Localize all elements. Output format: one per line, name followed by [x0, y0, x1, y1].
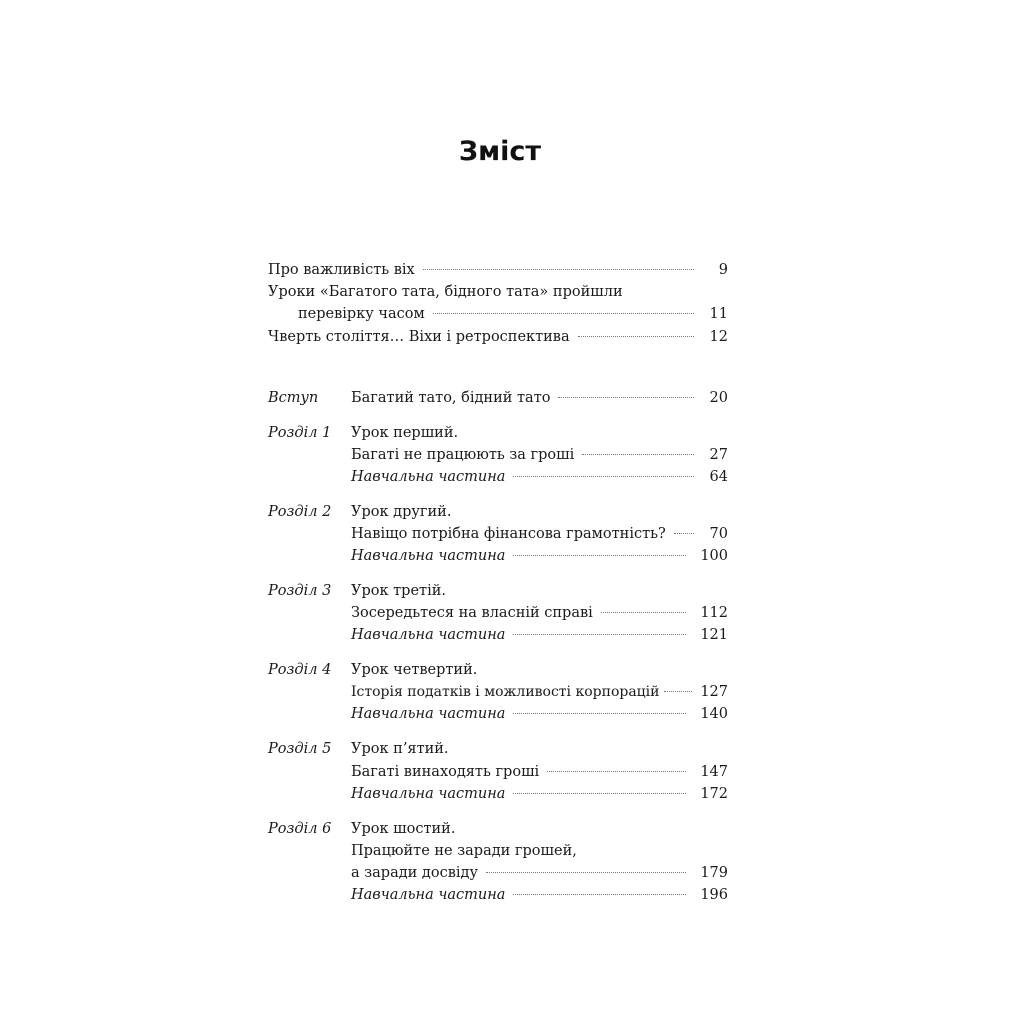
entry-text: Працюйте не заради грошей,: [351, 843, 577, 859]
entry-text: Історія податків і можливості корпорацій: [351, 684, 660, 700]
chapter-heading: [268, 659, 728, 681]
page-number: 100: [700, 548, 728, 564]
entry-text: перевірку часом: [298, 306, 425, 322]
lesson-title: Урок перший.: [351, 425, 459, 441]
page-number: 172: [700, 786, 728, 802]
entry-text: Навчальна частина: [351, 548, 506, 564]
dot-leader: [547, 771, 686, 772]
entry-text: Навчальна частина: [351, 706, 506, 722]
toc-entry-continuation: [298, 303, 728, 325]
section-label: Вступ: [268, 390, 319, 406]
dot-leader: [601, 612, 687, 613]
chapter-heading: [268, 422, 728, 444]
page-number: 140: [700, 706, 728, 722]
page-number: 179: [700, 865, 728, 881]
entry-text: Навчальна частина: [351, 887, 506, 903]
chapter-heading: [268, 580, 728, 602]
entry-text: Багатий тато, бідний тато: [351, 390, 551, 406]
study-entry: [351, 624, 728, 646]
page-number: 196: [700, 887, 728, 903]
chapter-label: Розділ 1: [268, 425, 332, 441]
toc-entry: [351, 761, 728, 783]
study-entry: [351, 884, 728, 906]
toc-entry: [351, 444, 728, 466]
entry-text: а заради досвіду: [351, 865, 478, 881]
study-entry: [351, 466, 728, 488]
dot-leader: [513, 894, 686, 895]
page-number: 11: [709, 306, 728, 322]
chapter-label: Розділ 5: [268, 741, 332, 757]
dot-leader: [513, 476, 694, 477]
page-number: 147: [700, 764, 728, 780]
toc-title: Зміст: [458, 136, 542, 167]
lesson-title: Урок другий.: [351, 504, 452, 520]
entry-text: Навчальна частина: [351, 627, 506, 643]
chapter-label: Розділ 3: [268, 583, 332, 599]
chapter-label: Розділ 4: [268, 662, 332, 678]
page-number: 64: [709, 469, 728, 485]
study-entry: [351, 545, 728, 567]
toc-entry: [268, 281, 728, 303]
chapter-heading: [268, 501, 728, 523]
dot-leader: [486, 872, 686, 873]
page-number: 70: [709, 526, 728, 542]
page-number: 121: [700, 627, 728, 643]
entry-text: Уроки «Багатого тата, бідного тата» пройшли: [268, 284, 623, 300]
dot-leader: [558, 397, 694, 398]
toc-entry: [351, 862, 728, 884]
dot-leader: [513, 793, 686, 794]
dot-leader: [578, 336, 694, 337]
dot-leader: [513, 713, 686, 714]
dot-leader: [513, 634, 686, 635]
entry-text: Чверть століття… Віхи і ретроспектива: [268, 329, 570, 345]
entry-text: Навчальна частина: [351, 469, 506, 485]
dot-leader: [674, 533, 694, 534]
chapter-label: Розділ 6: [268, 821, 332, 837]
page-number: 112: [700, 605, 728, 621]
entry-text: Навчальна частина: [351, 786, 506, 802]
entry-text: Багаті не працюють за гроші: [351, 447, 575, 463]
entry-text: Про важливість віх: [268, 262, 415, 278]
lesson-title: Урок шостий.: [351, 821, 456, 837]
toc-entry: [351, 602, 728, 624]
toc-entry: [268, 259, 728, 281]
dot-leader: [664, 691, 693, 692]
study-entry: [351, 703, 728, 725]
toc-entry: [351, 840, 728, 862]
lesson-title: Урок п’ятий.: [351, 741, 449, 757]
entry-text: Зосередьтеся на власній справі: [351, 605, 593, 621]
dot-leader: [433, 313, 694, 314]
lesson-title: Урок третій.: [351, 583, 446, 599]
page-number: 9: [718, 262, 728, 278]
lesson-title: Урок четвертий.: [351, 662, 478, 678]
chapter-heading: [268, 818, 728, 840]
page-number: 20: [709, 390, 728, 406]
entry-text: Навіщо потрібна фінансова грамотність?: [351, 526, 666, 542]
toc-entry: [268, 326, 728, 348]
chapter-heading: [268, 738, 728, 760]
dot-leader: [423, 269, 694, 270]
page-number: 127: [700, 684, 728, 700]
chapter-label: Розділ 2: [268, 504, 332, 520]
page-number: 27: [709, 447, 728, 463]
dot-leader: [513, 555, 686, 556]
study-entry: [351, 783, 728, 805]
toc-entry: [351, 523, 728, 545]
dot-leader: [582, 454, 694, 455]
toc-intro: [268, 387, 728, 409]
toc-entry: [351, 681, 728, 703]
page-number: 12: [709, 329, 728, 345]
entry-text: Багаті винаходять гроші: [351, 764, 540, 780]
